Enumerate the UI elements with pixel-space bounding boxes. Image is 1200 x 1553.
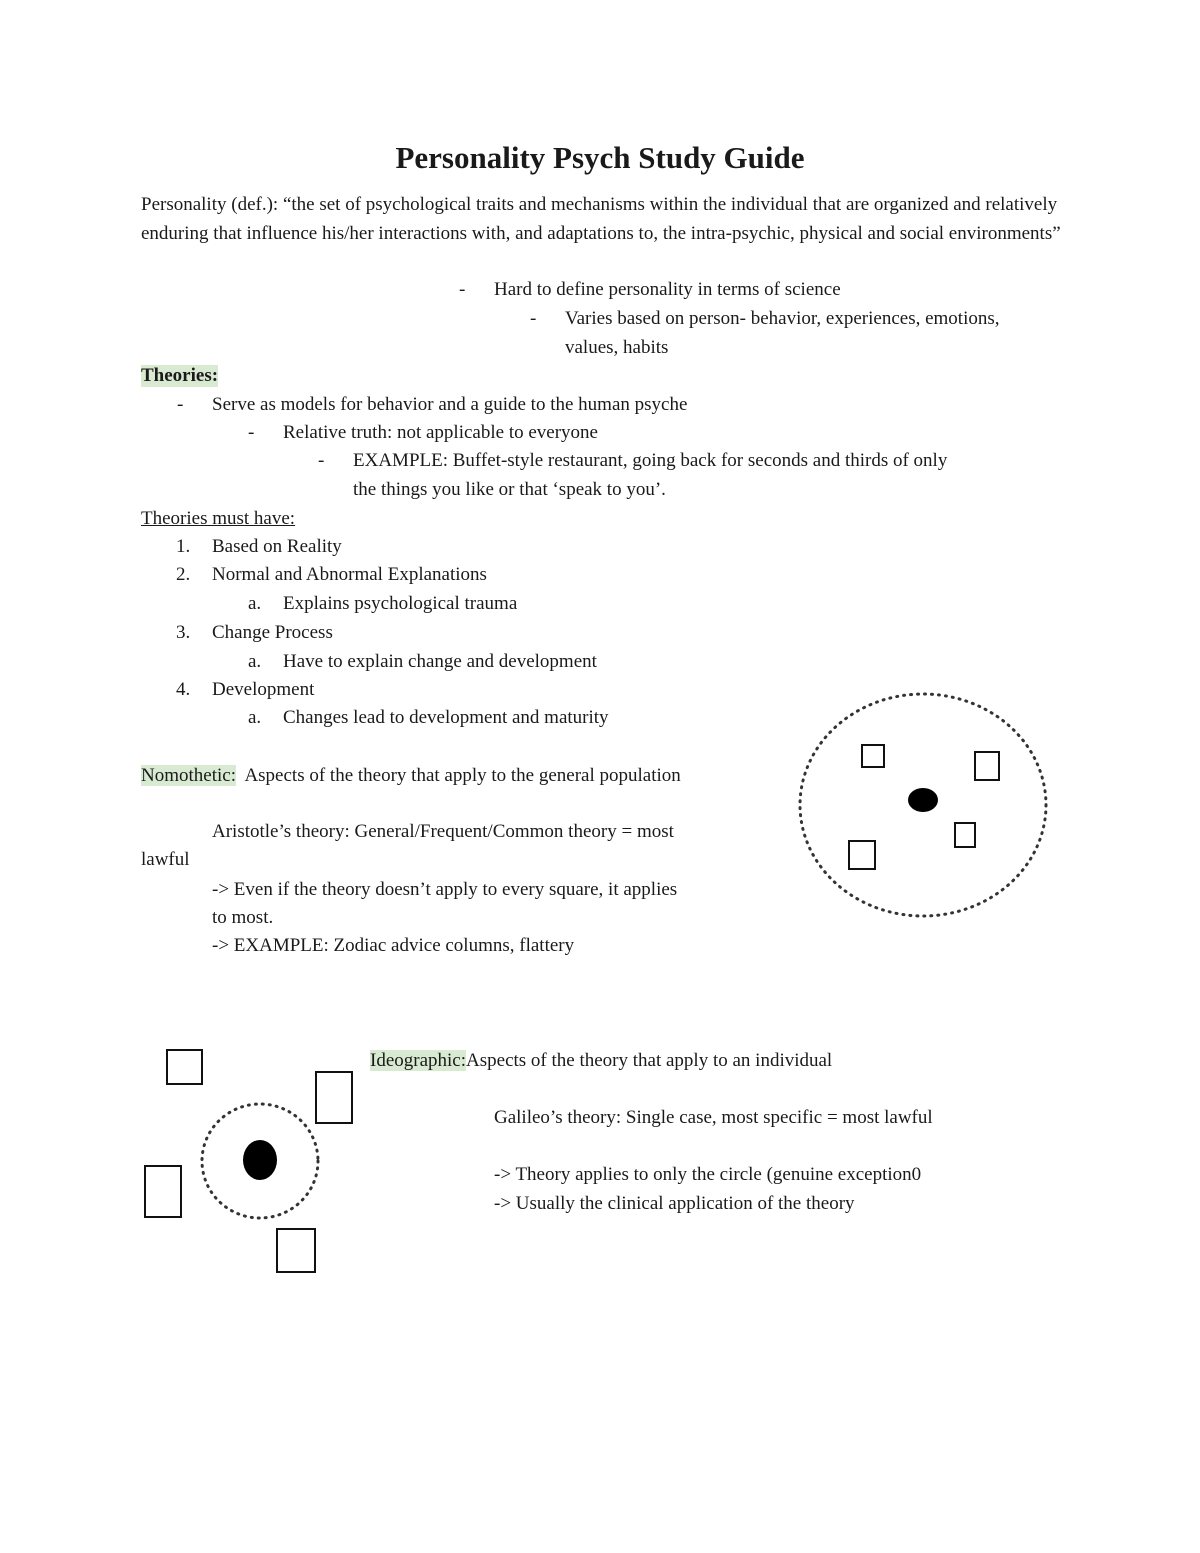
list-subitem: Changes lead to development and maturity bbox=[283, 707, 609, 728]
definition-bullet-1: Hard to define personality in terms of science bbox=[494, 279, 841, 300]
nomothetic-line-5: -> EXAMPLE: Zodiac advice columns, flattery bbox=[212, 935, 575, 956]
bullet-dash: - bbox=[318, 450, 325, 471]
must-have-heading: Theories must have: bbox=[141, 508, 296, 529]
bullet-dash: - bbox=[459, 279, 466, 300]
nomothetic-line-3: -> Even if the theory doesn’t apply to every square, it applies bbox=[212, 879, 678, 900]
list-item: Change Process bbox=[212, 622, 333, 643]
list-letter: a. bbox=[248, 593, 262, 614]
theories-heading: Theories: bbox=[141, 365, 219, 386]
square bbox=[167, 1050, 202, 1084]
nomothetic-line-1: Aristotle’s theory: General/Frequent/Common theory = most bbox=[212, 821, 674, 842]
list-letter: a. bbox=[248, 651, 262, 672]
ideographic-label: Ideographic: bbox=[370, 1050, 467, 1071]
square bbox=[975, 752, 999, 780]
square bbox=[145, 1166, 181, 1217]
square bbox=[849, 841, 875, 869]
bullet-dash: - bbox=[177, 394, 184, 415]
list-letter: a. bbox=[248, 707, 262, 728]
definition-label: Personality (def.): bbox=[141, 194, 279, 215]
list-subitem: Explains psychological trauma bbox=[283, 593, 518, 614]
theories-bullet-3-cont: the things you like or that ‘speak to you’. bbox=[353, 479, 666, 500]
definition-text: “the set of psychological traits and mechanisms within the individual that are organized and relatively enduring that influence his/her interactions with, and adaptations to, the intra-psychic, physical and social environments” bbox=[141, 194, 1061, 244]
nomothetic-line-4: to most. bbox=[212, 907, 274, 928]
nomothetic-label: Nomothetic: bbox=[141, 765, 236, 786]
list-number: 4. bbox=[176, 679, 191, 700]
square bbox=[862, 745, 884, 767]
nomothetic-text: Aspects of the theory that apply to the general population bbox=[244, 765, 681, 786]
ideographic-text: Aspects of the theory that apply to an individual bbox=[466, 1050, 833, 1071]
theories-bullet-3: EXAMPLE: Buffet-style restaurant, going back for seconds and thirds of only bbox=[353, 450, 948, 471]
ideographic-line-3: -> Usually the clinical application of the theory bbox=[494, 1193, 855, 1214]
list-item: Based on Reality bbox=[212, 536, 342, 557]
theories-bullet-2: Relative truth: not applicable to everyone bbox=[283, 422, 598, 443]
ideographic-line-1: Galileo’s theory: Single case, most specific = most lawful bbox=[494, 1107, 933, 1128]
list-subitem: Have to explain change and development bbox=[283, 651, 597, 672]
definition-bullet-2-cont: values, habits bbox=[565, 337, 669, 358]
nomothetic-line-2: lawful bbox=[141, 849, 190, 870]
bullet-dash: - bbox=[530, 308, 537, 329]
list-number: 1. bbox=[176, 536, 191, 557]
page-title: Personality Psych Study Guide bbox=[395, 140, 805, 175]
bullet-dash: - bbox=[248, 422, 255, 443]
square bbox=[277, 1229, 315, 1272]
filled-dot bbox=[243, 1140, 277, 1180]
ideographic-line-2: -> Theory applies to only the circle (genuine exception0 bbox=[494, 1164, 922, 1185]
list-number: 2. bbox=[176, 564, 191, 585]
filled-dot bbox=[908, 788, 938, 812]
list-item: Development bbox=[212, 679, 315, 700]
square bbox=[955, 823, 975, 847]
nomothetic-diagram bbox=[800, 694, 1046, 916]
list-item: Normal and Abnormal Explanations bbox=[212, 564, 487, 585]
square bbox=[316, 1072, 352, 1123]
definition-bullet-2: Varies based on person- behavior, experiences, emotions, bbox=[565, 308, 1000, 329]
theories-bullet-1: Serve as models for behavior and a guide to the human psyche bbox=[212, 394, 688, 415]
list-number: 3. bbox=[176, 622, 191, 643]
ideographic-diagram bbox=[145, 1050, 352, 1272]
